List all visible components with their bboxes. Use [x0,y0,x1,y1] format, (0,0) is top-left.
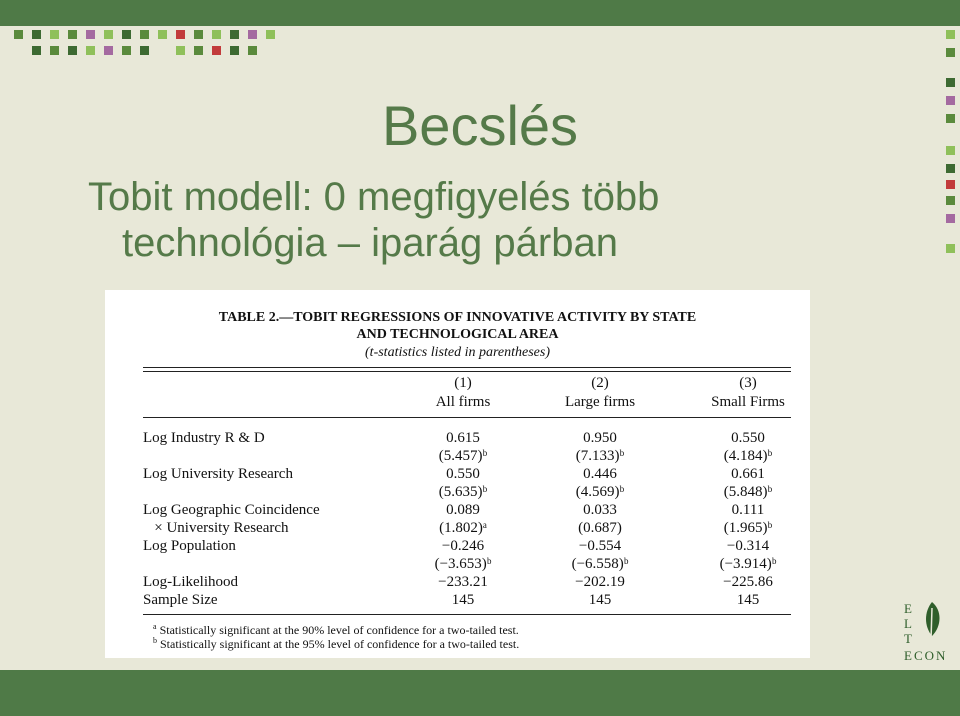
regression-table-image [105,290,810,658]
table-cell: −0.554 [578,538,622,554]
table-cell: (1.802)ᵃ [439,520,487,536]
slide-title: Becslés [381,94,579,157]
table-cell: −233.21 [438,574,488,590]
table-cell: (5.635)ᵇ [438,484,488,500]
table-cell: (5.457)ᵇ [438,448,488,464]
table-cell: −202.19 [575,574,625,590]
table-cell: (−6.558)ᵇ [571,556,629,572]
table-cell: (4.569)ᵇ [575,484,625,500]
table-cell: (4.184)ᵇ [723,448,773,464]
table-cell: 0.550 [446,466,480,482]
table-cell: 0.033 [583,502,617,518]
table-caption-3: (t-statistics listed in parentheses) [365,345,550,360]
logo-letter-l: L [904,616,912,631]
col-1-label: All firms [435,394,491,410]
col-3-label: Small Firms [711,394,785,410]
row-label: Log-Likelihood [143,574,238,590]
row-label: × University Research [143,520,289,536]
table-cell: 145 [736,592,760,608]
leaf-icon [920,600,944,642]
table-cell: −225.86 [723,574,773,590]
row-label: Log University Research [143,466,293,482]
logo-letter-t: T [904,631,912,646]
table-cell: 0.446 [583,466,617,482]
footnote-a-mark: a [153,622,157,631]
footnote-b-mark: b [153,636,157,645]
table-cell: 0.950 [583,430,617,446]
bottom-band [0,670,960,716]
subtitle-line-1: Tobit modell: 0 megfigyelés több [88,175,660,219]
col-2-label: Large firms [564,394,636,410]
slide-subtitle [88,174,659,266]
footnote-a-text: Statistically significant at the 90% level of confidence for a two-tailed test. [159,623,519,637]
table-cell: (0.687) [578,520,622,536]
table-cell: (5.848)ᵇ [723,484,773,500]
table-cell: −0.314 [726,538,770,554]
table-cell: (−3.914)ᵇ [719,556,777,572]
table-caption-1: TABLE 2.—TOBIT REGRESSIONS OF INNOVATIVE ACTIVITY BY STATE [218,310,697,325]
table-rule [143,614,791,615]
logo-letter-e: E [904,601,912,616]
table-cell: 0.615 [446,430,480,446]
row-label: Sample Size [143,592,218,608]
col-2-num: (2) [591,375,609,391]
top-band [0,0,960,26]
table-cell: 0.661 [731,466,765,482]
table-cell: 145 [588,592,612,608]
table-cell: 145 [451,592,475,608]
col-1-num: (1) [454,375,472,391]
table-cell: −0.246 [441,538,485,554]
table-rule [143,417,791,418]
table-cell: (−3.653)ᵇ [434,556,492,572]
table-cell: 0.111 [731,502,765,518]
table-cell: 0.089 [446,502,480,518]
table-cell: 0.550 [731,430,765,446]
table-cell: (7.133)ᵇ [575,448,625,464]
row-label: Log Geographic Coincidence [143,502,320,518]
table-caption-2: AND TECHNOLOGICAL AREA [356,327,559,342]
subtitle-line-2: technológia – iparág párban [122,221,618,265]
table-rule [143,371,791,372]
table-cell: (1.965)ᵇ [723,520,773,536]
footnote-b-text: Statistically significant at the 95% level of confidence for a two-tailed test. [160,637,520,651]
logo-econ: ECON [904,648,948,663]
row-label: Log Population [143,538,236,554]
col-3-num: (3) [739,375,757,391]
elte-econ-logo [904,600,956,664]
row-label: Log Industry R & D [143,430,265,446]
footnote-b [153,634,519,651]
table-rule [143,367,791,368]
